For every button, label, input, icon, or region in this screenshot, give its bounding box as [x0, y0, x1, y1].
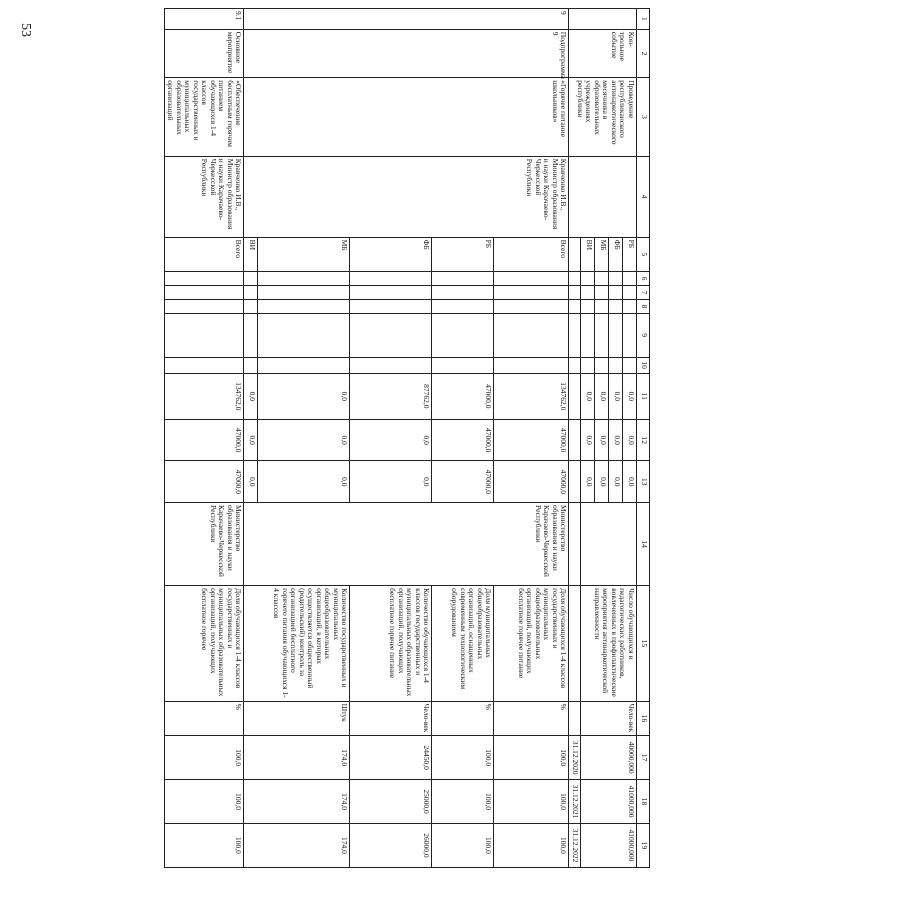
header-cell: 5 [637, 237, 650, 272]
value-cell: 0,0 [623, 373, 637, 419]
header-cell: 1 [637, 9, 650, 30]
header-cell: 18 [637, 780, 650, 824]
date-cell: 31.12.2022 [569, 823, 581, 867]
value-cell: 134762,0 [165, 373, 245, 419]
funding-source: ВИ [581, 237, 595, 272]
date-cell: 31.12.2020 [569, 736, 581, 780]
value-cell: 0,0 [258, 419, 350, 461]
header-cell: 10 [637, 357, 650, 373]
indicator-name: Количество обучающихся 1-4 классов государственных и муниципальных образовательных организаций, получающих бесплатное горячее питание [350, 586, 432, 701]
header-cell: 11 [637, 373, 650, 419]
header-cell: 4 [637, 156, 650, 237]
indicator-name: Количество государственных и муниципальных общеобразовательных организаций, в которых осуществляется общественный (родительский) контроль за организацией бесплатного горячего питания обучающихся 1-4 классов [244, 586, 350, 701]
value-cell: 47000,0 [165, 461, 245, 503]
indicator-value: 100,0 [165, 823, 245, 867]
funding-source: РБ [432, 237, 494, 272]
value-cell: 47000,0 [432, 419, 494, 461]
row-type: Подпрограмма 9 [244, 29, 569, 77]
indicator-value: 40000,000 [581, 736, 637, 780]
value-cell: 47000,0 [494, 419, 569, 461]
value-cell: 0,0 [350, 461, 432, 503]
value-cell: 87762,0 [350, 373, 432, 419]
value-cell: 0,0 [258, 373, 350, 419]
value-cell: 0,0 [595, 461, 609, 503]
indicator-value: 100,0 [494, 736, 569, 780]
indicator-value: 100,0 [494, 823, 569, 867]
header-cell: 2 [637, 29, 650, 77]
header-cell: 15 [637, 586, 650, 701]
indicator-name: Число обучающихся и педагогических работников, вовлеченных в профилактические мероприятия антинаркотической направленности [581, 586, 637, 701]
funding-source: Всего [494, 237, 569, 272]
value-cell: 47000,0 [494, 461, 569, 503]
indicator-name: Доля обучающихся 1-4 классов государственных и муниципальных образовательных организаций, получающих бесплатное горячее [165, 586, 245, 701]
program-table [164, 8, 650, 868]
header-cell: 3 [637, 78, 650, 157]
header-cell: 9 [637, 313, 650, 357]
indicator-value: 24450,0 [350, 736, 432, 780]
value-cell: 47000,0 [165, 419, 245, 461]
value-cell: 0,0 [595, 373, 609, 419]
header-cell: 12 [637, 419, 650, 461]
indicator-unit: Чело-век [581, 701, 637, 736]
value-cell: 0,0 [581, 373, 595, 419]
indicator-unit: Штук [244, 701, 350, 736]
indicator-value: 26000,0 [350, 823, 432, 867]
indicator-value: 100,0 [165, 780, 245, 824]
value-cell: 0,0 [581, 419, 595, 461]
header-cell: 17 [637, 736, 650, 780]
rotated-table-wrapper [55, 8, 650, 868]
value-cell: 0,0 [258, 461, 350, 503]
funding-source: ФБ [609, 237, 623, 272]
funding-source: МБ [595, 237, 609, 272]
header-cell: 14 [637, 503, 650, 586]
date-cell: 31.12.2021 [569, 780, 581, 824]
value-cell: 0,0 [623, 419, 637, 461]
page-number: 53 [18, 23, 33, 37]
value-cell: 0,0 [244, 461, 258, 503]
executor: Министерство образования и науки Карачаево-Черкесской Республики [244, 503, 569, 586]
indicator-value: 25000,0 [350, 780, 432, 824]
value-cell: 0,0 [609, 373, 623, 419]
header-cell: 19 [637, 823, 650, 867]
value-cell: 0,0 [581, 461, 595, 503]
header-row [637, 9, 650, 868]
value-cell: 47000,0 [432, 373, 494, 419]
header-cell: 7 [637, 286, 650, 300]
table-row [494, 9, 569, 868]
indicator-value: 174,0 [244, 780, 350, 824]
header-cell: 13 [637, 461, 650, 503]
row-number: 9.1 [165, 9, 245, 30]
header-cell: 16 [637, 701, 650, 736]
indicator-value: 100,0 [494, 780, 569, 824]
row-description: «Горячее питание школьников» [244, 78, 569, 157]
row-type: Основное мероприятие [165, 29, 245, 77]
indicator-value: 100,0 [165, 736, 245, 780]
indicator-value: 100,0 [432, 736, 494, 780]
indicator-value: 41000,000 [581, 780, 637, 824]
value-cell: 134762,0 [494, 373, 569, 419]
table-row [165, 9, 245, 868]
indicator-value: 174,0 [244, 823, 350, 867]
value-cell: 0,0 [244, 373, 258, 419]
header-cell: 6 [637, 272, 650, 286]
value-cell: 0,0 [350, 419, 432, 461]
value-cell: 0,0 [244, 419, 258, 461]
value-cell: 0,0 [609, 419, 623, 461]
responsible-person: Кравченко И.В., Министр образования и науки Карачаево-Черкесской Республики [244, 156, 569, 237]
row-description: «Обеспечение бесплатным горячим питанием обучающихся 1-4 классов государственных и муниципальных образовательных организаций [165, 78, 245, 157]
table-row [623, 9, 637, 868]
row-number: 9 [244, 9, 569, 30]
indicator-value: 100,0 [432, 780, 494, 824]
funding-source: Всего [165, 237, 245, 272]
indicator-unit: Чело-век [350, 701, 432, 736]
indicator-unit: % [432, 701, 494, 736]
responsible-person: Кравченко И.В., Министр образования и науки Карачаево-Черкесской Республики [165, 156, 245, 237]
row-type: Кон-трольное событие [569, 29, 637, 77]
funding-source: МБ [258, 237, 350, 272]
indicator-name: Доля обучающихся 1-4 классов государственных и муниципальных общеобразовательных организаций, получающих бесплатное горячее питание [494, 586, 569, 701]
row-description: Проведение республиканского антинаркотического месячника в образовательных учреждениях республики [569, 78, 637, 157]
funding-source: РБ [623, 237, 637, 272]
executor: Министерство образования и науки Карачаево-Черкесской Республики [165, 503, 245, 586]
indicator-unit: % [494, 701, 569, 736]
indicator-name: Доля муниципальных общеобразовательных организаций, оснащенных современным технологическим оборудованием [432, 586, 494, 701]
value-cell: 0,0 [595, 419, 609, 461]
document-page [55, 8, 915, 863]
indicator-value: 41000,000 [581, 823, 637, 867]
funding-source: ФБ [350, 237, 432, 272]
value-cell: 47000,0 [432, 461, 494, 503]
funding-source: ВИ [244, 237, 258, 272]
indicator-unit: % [165, 701, 245, 736]
header-cell: 8 [637, 299, 650, 313]
indicator-value: 174,0 [244, 736, 350, 780]
value-cell: 0,0 [623, 461, 637, 503]
value-cell: 0,0 [609, 461, 623, 503]
indicator-value: 100,0 [432, 823, 494, 867]
